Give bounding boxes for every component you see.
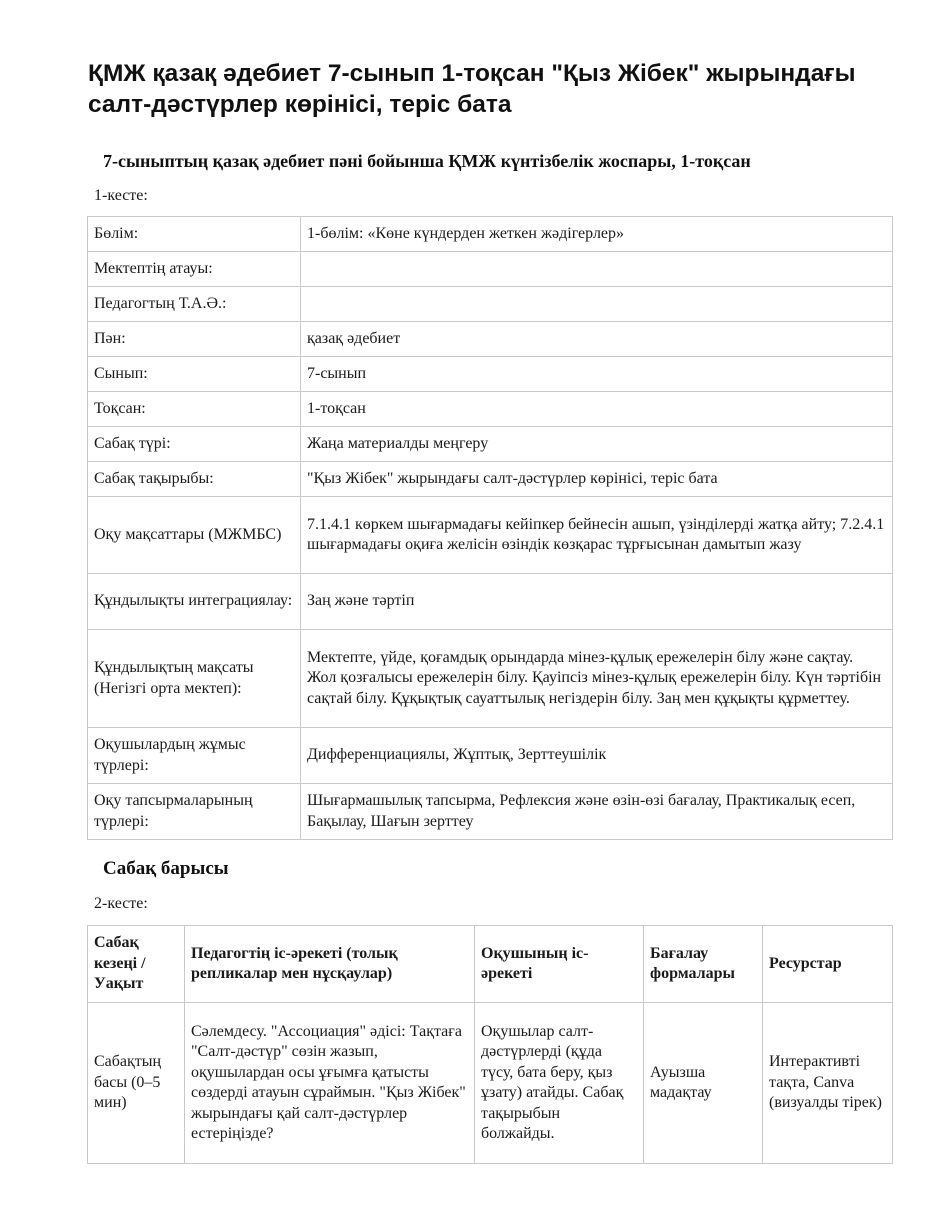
row-value: Мектепте, үйде, қоғамдық орындарда мінез-құлық ережелерін білу және сақтау. Жол қозғалысы ережелерін білу. Қауіпсіз мінез-құлық ережелерін білу. Күн тәртібін сақтай білу. Құқықтық сауаттылық негіздерін білу. Заң мен құқықты құрметтеу. (301, 630, 893, 728)
row-label: Сабақ тақырыбы: (88, 462, 301, 497)
column-header-resources: Ресурстар (763, 926, 893, 1003)
row-label: Бөлім: (88, 217, 301, 252)
lesson-info-table (87, 216, 893, 840)
column-header-student: Оқушының іс-әрекеті (475, 926, 644, 1003)
table-row (88, 322, 893, 357)
section-heading: Сабақ барысы (103, 858, 229, 879)
table-row (88, 1003, 893, 1164)
row-value: 1-бөлім: «Көне күндерден жеткен жәдігерлер» (301, 217, 893, 252)
row-value: 7-сынып (301, 357, 893, 392)
cell-assessment: Ауызша мадақтау (644, 1003, 763, 1164)
table-header-row (88, 926, 893, 1003)
row-label: Құндылықтың мақсаты (Негізгі орта мектеп): (88, 630, 301, 728)
column-header-teacher: Педагогтің іс-әрекеті (толық репликалар мен нұсқаулар) (185, 926, 475, 1003)
table2-caption: 2-кесте: (94, 895, 148, 912)
row-value (301, 252, 893, 287)
plan-subtitle: 7-сыныптың қазақ әдебиет пәні бойынша ҚМЖ күнтізбелік жоспары, 1-тоқсан (103, 151, 751, 171)
cell-resources: Интерактивті тақта, Canva (визуалды тірек) (763, 1003, 893, 1164)
table-row (88, 462, 893, 497)
cell-teacher: Сәлемдесу. "Ассоциация" әдісі: Тақтаға "Салт-дәстүр" сөзін жазып, оқушылардан осы ұғымға қатысты сөздерді атауын сұраймын. "Қыз Жібек" жырындағы қай салт-дәстүрлер естеріңізде? (185, 1003, 475, 1164)
row-label: Педагогтың Т.А.Ә.: (88, 287, 301, 322)
column-header-assessment: Бағалау формалары (644, 926, 763, 1003)
table1-caption: 1-кесте: (94, 187, 148, 204)
row-label: Мектептің атауы: (88, 252, 301, 287)
cell-stage: Сабақтың басы (0–5 мин) (88, 1003, 185, 1164)
table-row (88, 217, 893, 252)
row-label: Сабақ түрі: (88, 427, 301, 462)
row-value: Жаңа материалды меңгеру (301, 427, 893, 462)
row-label: Тоқсан: (88, 392, 301, 427)
row-value: 7.1.4.1 көркем шығармадағы кейіпкер бейнесін ашып, үзінділерді жатқа айту; 7.2.4.1 шығармадағы оқиға желісін өзіндік көзқарас тұрғысынан дамытып жазу (301, 497, 893, 574)
lesson-flow-table (87, 925, 893, 1164)
row-value: "Қыз Жібек" жырындағы салт-дәстүрлер көрінісі, теріс бата (301, 462, 893, 497)
cell-student: Оқушылар салт-дәстүрлерді (құда түсу, бата беру, қыз ұзату) атайды. Сабақ тақырыбын болжайды. (475, 1003, 644, 1164)
table-row (88, 784, 893, 840)
document-title: ҚМЖ қазақ әдебиет 7-сынып 1-тоқсан "Қыз Жібек" жырындағы салт-дәстүрлер көрінісі, теріс бата (88, 60, 856, 118)
row-label: Сынып: (88, 357, 301, 392)
table-row (88, 728, 893, 784)
row-value: Заң және тәртіп (301, 574, 893, 630)
row-label: Оқу мақсаттары (МЖМБС) (88, 497, 301, 574)
table-row (88, 427, 893, 462)
table-row (88, 630, 893, 728)
row-value: Шығармашылық тапсырма, Рефлексия және өзін-өзі бағалау, Практикалық есеп, Бақылау, Шағын зерттеу (301, 784, 893, 840)
table-row (88, 357, 893, 392)
table-row (88, 392, 893, 427)
table-row (88, 574, 893, 630)
row-value: қазақ әдебиет (301, 322, 893, 357)
row-value (301, 287, 893, 322)
row-label: Оқу тапсырмаларының түрлері: (88, 784, 301, 840)
row-value: Дифференциациялы, Жұптық, Зерттеушілік (301, 728, 893, 784)
row-value: 1-тоқсан (301, 392, 893, 427)
row-label: Оқушылардың жұмыс түрлері: (88, 728, 301, 784)
column-header-stage: Сабақ кезеңі / Уақыт (88, 926, 185, 1003)
table-row (88, 287, 893, 322)
row-label: Пән: (88, 322, 301, 357)
table-row (88, 252, 893, 287)
table-row (88, 497, 893, 574)
row-label: Құндылықты интеграциялау: (88, 574, 301, 630)
